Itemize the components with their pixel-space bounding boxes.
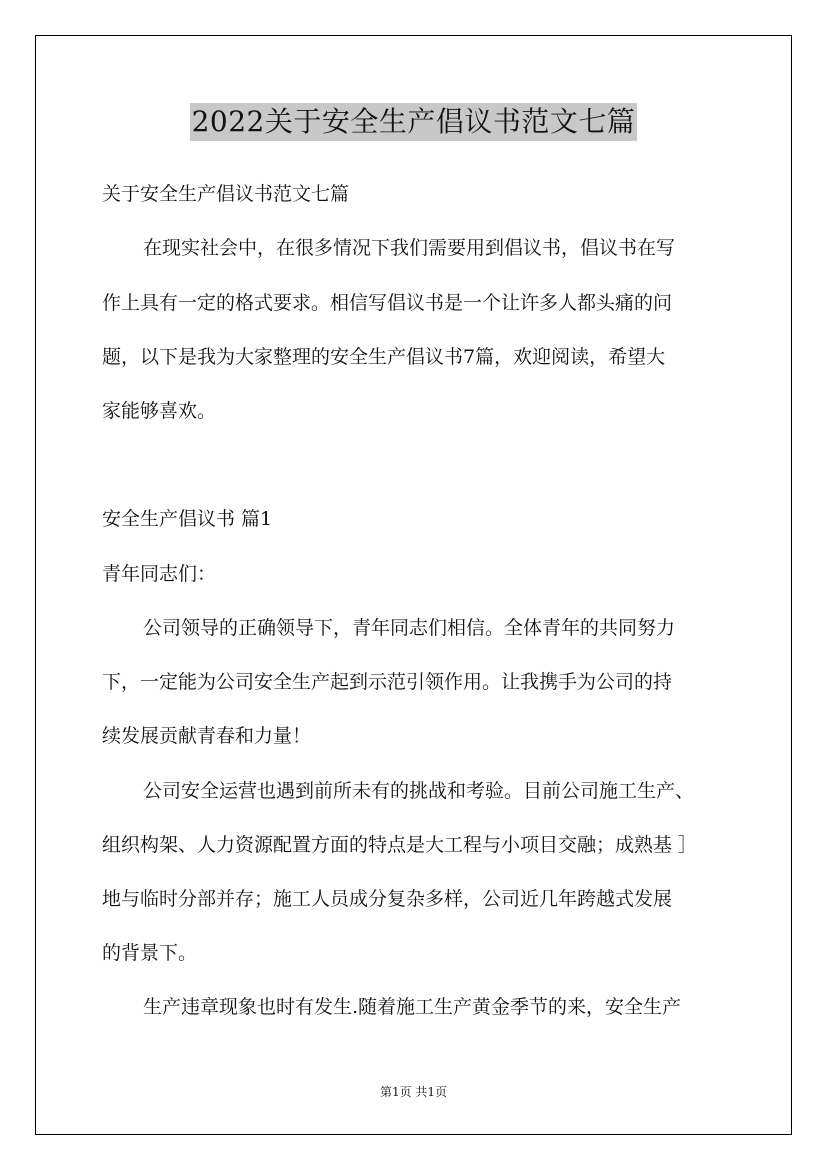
salutation: 青年同志们： [102, 563, 217, 585]
page-footer: 第1页 共1页 [379, 1085, 448, 1099]
intro-line: 家能够喜欢。 [102, 400, 217, 422]
intro-line: 作上具有一定的格式要求。相信写倡议书是一个让许多人都头痛的问 [102, 292, 673, 314]
document-subtitle: 关于安全生产倡议书范文七篇 [102, 183, 350, 205]
intro-line: 题，以下是我为大家整理的安全生产倡议书7篇，欢迎阅读，希望大 [102, 346, 666, 368]
paragraph-line: 下，一定能为公司安全生产起到示范引领作用。让我携手为公司的持 [102, 671, 673, 693]
intro-line: 在现实社会中，在很多情况下我们需要用到倡议书，倡议书在写 [143, 237, 676, 259]
paragraph-line: 生产违章现象也时有发生.随着施工生产黄金季节的来，安全生产 [143, 996, 682, 1018]
paragraph-line: 组织构架、人力资源配置方面的特点是大工程与小项目交融；成熟基 ］ [102, 834, 698, 856]
paragraph-line: 地与临时分部并存；施工人员成分复杂多样，公司近几年跨越式发展 [102, 888, 673, 910]
document-title: 2022关于安全生产倡议书范文七篇 [190, 103, 638, 141]
title-container [0, 103, 827, 141]
section-heading: 安全生产倡议书 篇1 [102, 508, 273, 530]
paragraph-line: 的背景下。 [102, 942, 198, 964]
paragraph-line: 公司领导的正确领导下，青年同志们相信。全体青年的共同努力 [143, 617, 676, 639]
paragraph-line: 续发展贡献青春和力量！ [102, 725, 312, 747]
paragraph-line: 公司安全运营也遇到前所未有的挑战和考验。目前公司施工生产、 [143, 780, 695, 802]
